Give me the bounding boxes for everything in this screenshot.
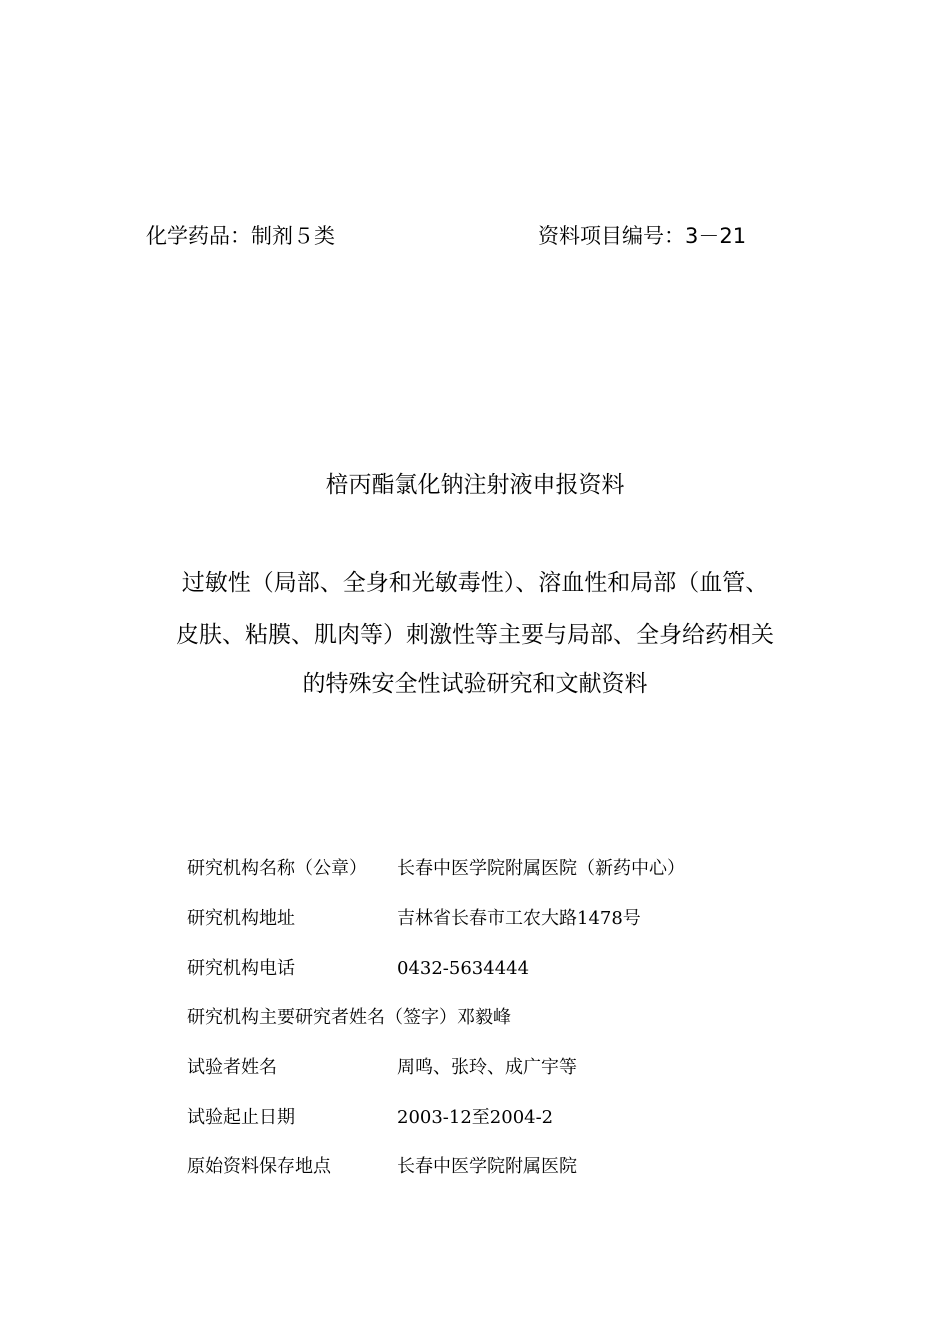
- dates-label: 试验起止日期: [187, 1107, 295, 1128]
- institution-label: 研究机构名称（公章）: [187, 858, 367, 879]
- info-row-archive: [187, 1153, 887, 1181]
- info-row-testers: [187, 1054, 887, 1082]
- dates-value: 2003-12至2004-2: [397, 1107, 554, 1128]
- institution-value: 长春中医学院附属医院（新药中心）: [397, 858, 685, 879]
- address-label: 研究机构地址: [187, 908, 295, 929]
- document-title: 棓丙酯氯化钠注射液申报资料: [325, 472, 625, 498]
- info-row-dates: [187, 1104, 887, 1132]
- archive-value: 长春中医学院附属医院: [397, 1156, 577, 1177]
- phone-label: 研究机构电话: [187, 958, 295, 979]
- info-row-institution: [187, 855, 887, 883]
- investigator-text: 研究机构主要研究者姓名（签字）邓毅峰: [187, 1007, 511, 1028]
- item-number: 资料项目编号：3－21: [538, 224, 747, 248]
- info-row-address: [187, 905, 887, 933]
- testers-value: 周鸣、张玲、成广宇等: [397, 1057, 577, 1078]
- subtitle-line-3: 的特殊安全性试验研究和文献资料: [302, 671, 648, 697]
- info-row-investigator: [187, 1004, 887, 1032]
- subtitle-line-1: 过敏性（局部、全身和光敏毒性）、溶血性和局部（血管、: [181, 570, 769, 596]
- subtitle-line-2: 皮肤、粘膜、肌肉等）刺激性等主要与局部、全身给药相关: [176, 622, 774, 648]
- address-value: 吉林省长春市工农大路1478号: [397, 908, 641, 929]
- drug-category: 化学药品：制剂５类: [146, 224, 335, 248]
- phone-value: 0432-5634444: [397, 958, 530, 979]
- info-row-phone: [187, 955, 887, 983]
- testers-label: 试验者姓名: [187, 1057, 277, 1078]
- archive-label: 原始资料保存地点: [187, 1156, 331, 1177]
